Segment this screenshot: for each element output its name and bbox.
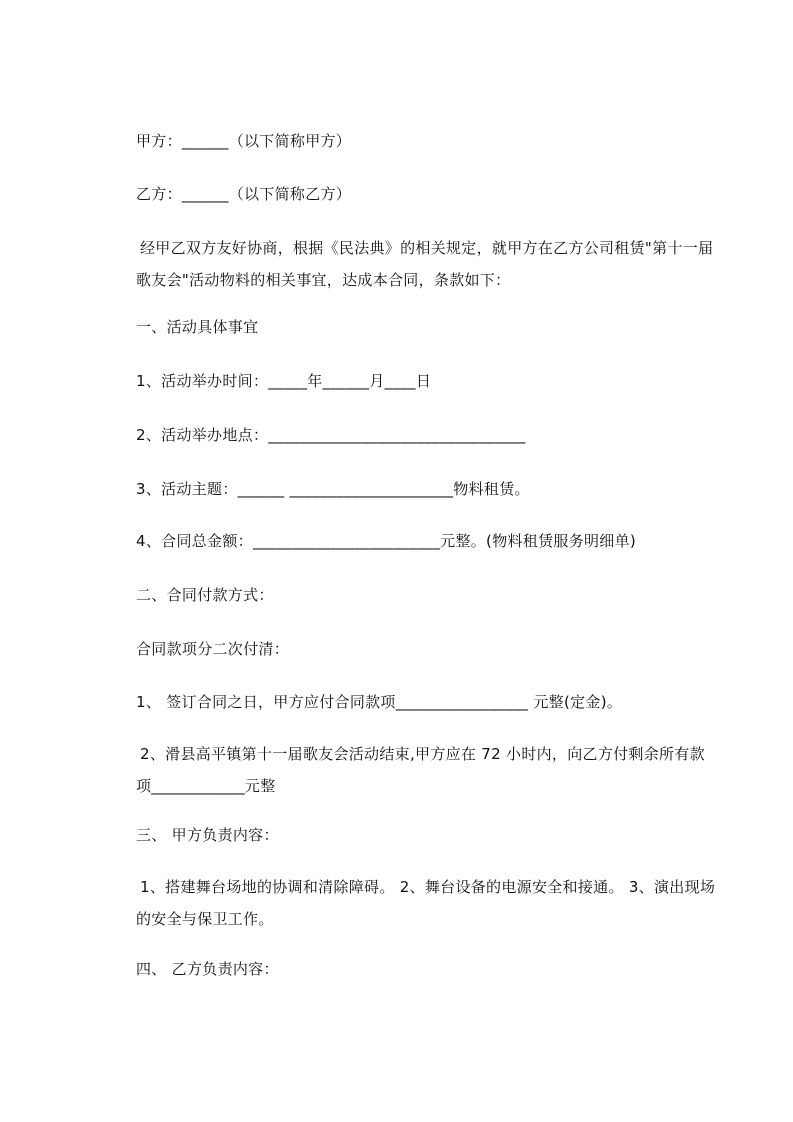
party-a-line: 甲方：______（以下简称甲方） [136,132,352,150]
payment-item-1: 1、 签订合同之日，甲方应付合同款项_________________ 元整(定金)。 [136,693,623,711]
activity-theme-item: 3、活动主题：______ _____________________物料租赁。 [136,480,530,498]
section-3-body: 1、搭建舞台场地的协调和清除障碍。 2、舞台设备的电源安全和接通。 3、演出现场的安全与保卫工作。 [136,878,716,928]
activity-time-item: 1、活动举办时间：_____年______月____日 [136,372,432,390]
section-2-title: 二、合同付款方式： [136,586,274,604]
payment-item-2: 2、滑县高平镇第十一届歌友会活动结束,甲方应在 72 小时内，向乙方付剩余所有款项____________元整 [136,745,705,795]
payment-intro: 合同款项分二次付清： [136,640,290,658]
party-b-line: 乙方：______（以下简称乙方） [136,185,352,203]
contract-amount-item: 4、合同总金额：________________________元整。(物料租赁服务明细单) [136,532,637,550]
intro-paragraph: 经甲乙双方友好协商，根据《民法典》的相关规定，就甲方在乙方公司租赁"第十一届歌友会"活动物料的相关事宜，达成本合同，条款如下： [136,239,714,289]
section-3-title: 三、 甲方负责内容： [136,826,279,844]
section-1-title: 一、活动具体事宜 [136,318,259,336]
section-4-title: 四、 乙方负责内容： [136,960,279,978]
activity-place-item: 2、活动举办地点：_________________________________ [136,426,526,444]
